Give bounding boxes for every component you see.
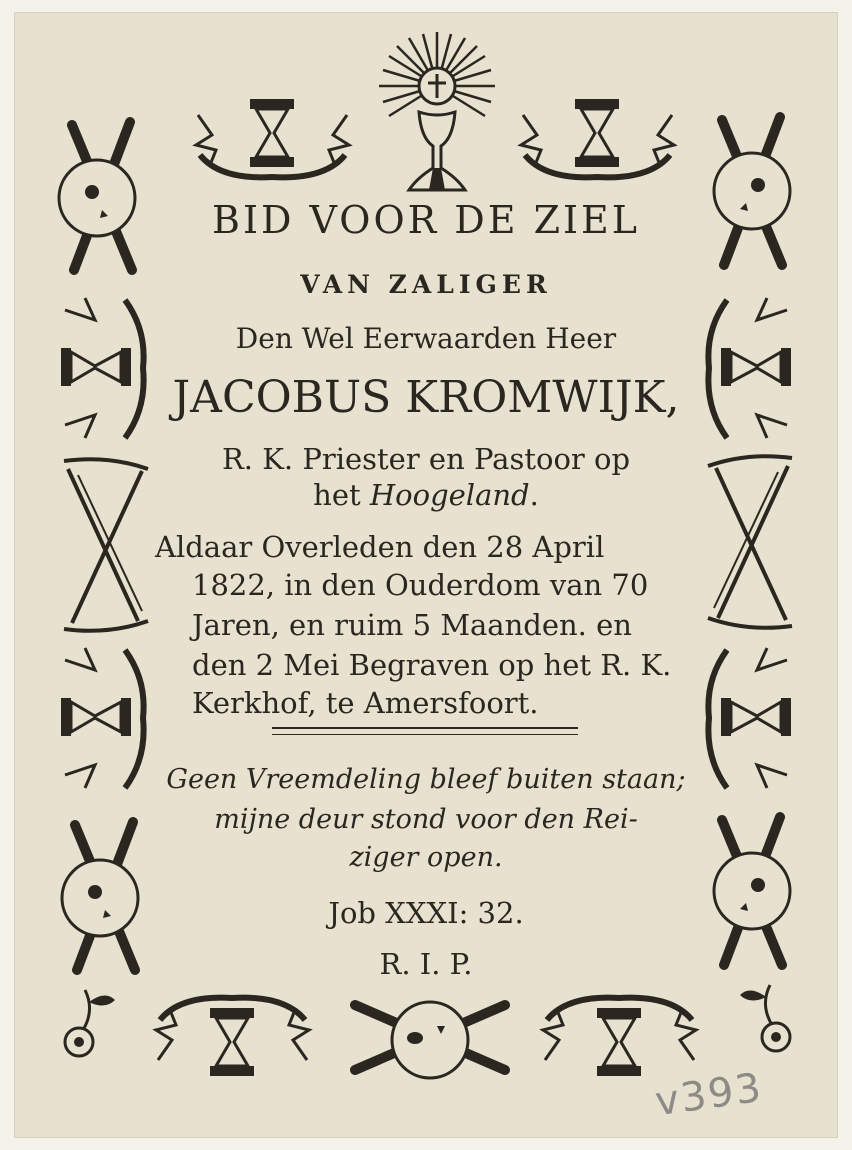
winged-hourglass-icon [515, 95, 680, 185]
heading-prayer: BID VOOR DE ZIEL [212, 198, 640, 242]
title-line: R. K. Priester en Pastoor op [221, 442, 631, 476]
winged-hourglass-icon [537, 990, 702, 1080]
parish-line [0, 478, 852, 512]
body-line: Aldaar Overleden den 28 April [155, 530, 605, 564]
body-line: den 2 Mei Begraven op het R. K. [192, 648, 672, 682]
skull-crossbones-icon [702, 105, 797, 275]
parish-suffix: . [529, 478, 539, 512]
honorific: Den Wel Eerwaarden Heer [235, 322, 617, 355]
deceased-name: JACOBUS KROMWIJK, [172, 372, 680, 423]
winged-hourglass-icon [150, 990, 315, 1080]
quote-line: Geen Vreemdeling bleef buiten staan; [166, 764, 686, 795]
body-line: Kerkhof, te Amersfoort. [192, 686, 539, 720]
parish-prefix: het [313, 478, 361, 512]
scripture-reference: Job XXXI: 32. [328, 896, 524, 930]
body-line: Jaren, en ruim 5 Maanden. en [192, 608, 632, 642]
skull-crossbones-icon [345, 990, 515, 1085]
divider-rule [272, 727, 578, 729]
divider-rule [272, 734, 578, 735]
heading-van-zaliger: VAN ZALIGER [300, 270, 552, 299]
skull-crossbones-icon [52, 110, 147, 280]
pencil-annotation: v393 [652, 1064, 766, 1126]
rip: R. I. P. [379, 947, 473, 981]
parish-place: Hoogeland [369, 478, 530, 512]
rose-icon [55, 980, 125, 1060]
body-line: 1822, in den Ouderdom van 70 [192, 568, 649, 602]
quote-line: mijne deur stond voor den Rei- [214, 804, 638, 835]
rose-icon [730, 975, 800, 1055]
quote-line: ziger open. [349, 842, 503, 873]
monstrance-icon [375, 28, 499, 196]
winged-hourglass-icon [190, 95, 355, 185]
